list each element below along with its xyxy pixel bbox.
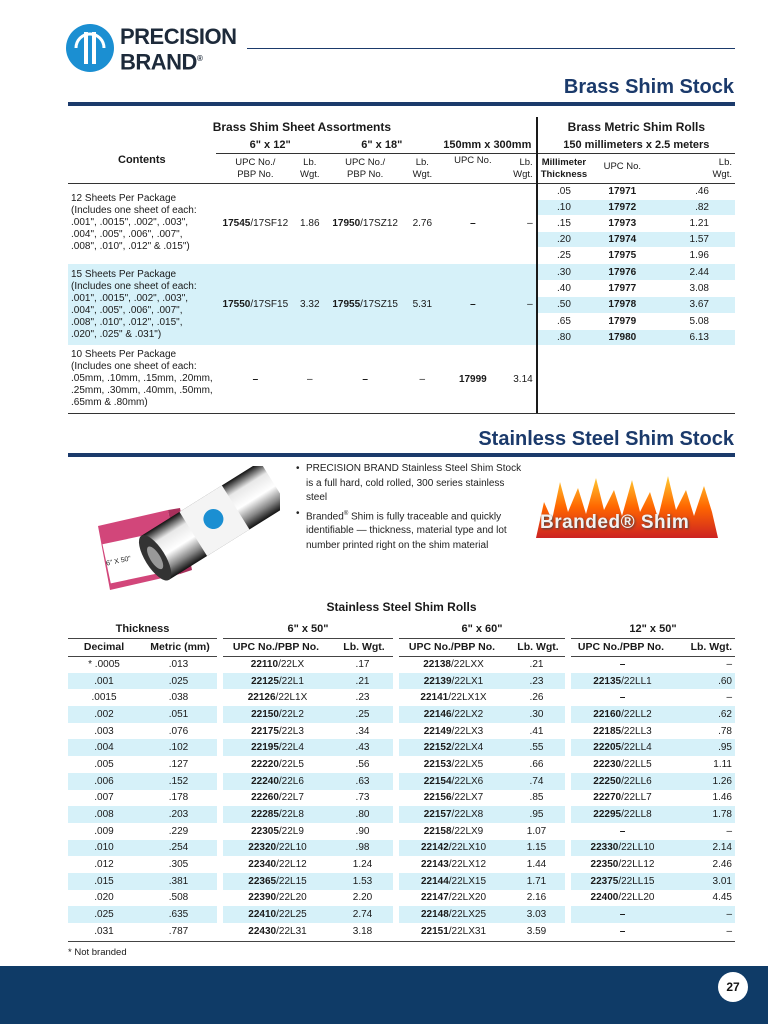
upc-6x12-cell: 17545/17SF12	[216, 183, 295, 264]
contents-line: .004", .005", .006", .007",	[71, 229, 183, 241]
stainless-rolls-title: Stainless Steel Shim Rolls	[326, 600, 477, 614]
contents-line: .05mm, .10mm, .15mm, .20mm,	[71, 373, 213, 385]
metric-cell: .051	[168, 708, 189, 720]
contents-line: 12 Sheets Per Package	[71, 193, 177, 205]
upc-6x50-cell: 22430/22L31	[220, 923, 332, 940]
upc-6x12-cell: 17550/17SF15	[216, 264, 295, 346]
metric-empty-cell	[537, 346, 590, 413]
decimal-cell: .002	[94, 708, 114, 720]
table-row	[68, 890, 735, 907]
package-label: 6" X 50"	[105, 555, 132, 568]
page-footer-bar	[0, 966, 768, 1024]
brand-line-1: PRECISION	[120, 24, 237, 49]
table-row	[68, 806, 735, 823]
precision-brand-logo	[66, 24, 246, 74]
wgt-12x50-cell: .62	[718, 708, 732, 720]
col-upc-pbp: UPC No./ PBP No.	[325, 153, 406, 183]
col-mm-thickness: Millimeter Thickness	[537, 153, 590, 183]
wgt-6x50-cell: .34	[355, 725, 370, 737]
upc-6x18-cell: 17950/17SZ12	[325, 183, 406, 264]
metric-cell: .787	[168, 925, 189, 937]
wgt-6x12-cell: 1.86	[295, 183, 325, 264]
header-rule	[247, 48, 735, 49]
table-row	[68, 689, 735, 706]
branded-shim-text: Branded® Shim	[540, 512, 690, 533]
wgt-6x60-cell: 1.07	[526, 825, 547, 837]
page-number: 27	[718, 972, 748, 1002]
upc-6x60-cell: 22151/22LX31	[396, 923, 508, 940]
size-6x60-header: 6" x 60"	[396, 621, 568, 638]
contents-cell	[68, 346, 216, 413]
decimal-cell: .008	[94, 809, 114, 821]
wgt-12x50-cell: 2.14	[712, 842, 732, 854]
contents-line: 10 Sheets Per Package	[71, 349, 177, 361]
upc-6x60-cell: 22149/22LX3	[396, 723, 508, 740]
metric-cell: .038	[168, 692, 189, 704]
upc-6x60-cell: 22152/22LX4	[396, 739, 508, 756]
upc-150-cell: –	[439, 264, 507, 346]
wgt-150-cell: 3.14	[507, 346, 537, 413]
metric-cell: .508	[168, 892, 189, 904]
upc-12x50-cell: 22375/22LL15	[568, 873, 674, 890]
metric-cell: .229	[168, 825, 189, 837]
contents-line: (Includes one sheet of each:	[71, 361, 197, 373]
size-6x12-header: 6" x 12"	[216, 137, 325, 153]
stainless-table-bottom-rule	[68, 941, 735, 942]
wgt-6x60-cell: 1.44	[526, 859, 547, 871]
decimal-cell: .006	[94, 775, 114, 787]
metric-wgt-cell: 6.13	[655, 330, 736, 346]
wgt-12x50-cell: –	[726, 692, 732, 704]
upc-6x50-cell: 22110/22LX	[220, 656, 332, 673]
decimal-cell: .031	[94, 925, 114, 937]
wgt-6x50-cell: 3.18	[352, 925, 373, 937]
wgt-6x60-cell: 1.15	[526, 842, 547, 854]
wgt-6x50-cell: 2.74	[352, 909, 373, 921]
upc-6x50-cell: 22365/22L15	[220, 873, 332, 890]
metric-mm-cell: .20	[537, 232, 590, 248]
metric-mm-cell: .40	[537, 280, 590, 296]
decimal-cell: .004	[94, 742, 114, 754]
brand-emblem-icon	[66, 24, 114, 72]
wgt-6x50-cell: .73	[355, 792, 370, 804]
col-metric-upc: UPC No.	[590, 153, 654, 183]
brand-name	[120, 26, 237, 73]
metric-wgt-cell: .82	[655, 199, 736, 215]
contents-line: (Includes one sheet of each:	[71, 205, 197, 217]
col-metric-wgt: Lb. Wgt.	[655, 153, 736, 183]
upc-6x60-cell: 22144/22LX15	[396, 873, 508, 890]
table-row	[68, 923, 735, 940]
table-row	[68, 756, 735, 773]
upc-6x50-cell: 22125/22L1	[220, 673, 332, 690]
wgt-6x50-cell: .80	[355, 809, 370, 821]
upc-12x50-cell: 22400/22LL20	[568, 890, 674, 907]
metric-wgt-cell: 3.08	[655, 280, 736, 296]
wgt-6x18-cell: 5.31	[406, 264, 439, 346]
upc-12x50-cell: 22350/22LL12	[568, 856, 674, 873]
col-upc-50: UPC No./PBP No.	[220, 638, 332, 656]
wgt-12x50-cell: 3.01	[712, 875, 732, 887]
decimal-cell: .0015	[91, 692, 117, 704]
upc-6x50-cell: 22340/22L12	[220, 856, 332, 873]
table-row	[68, 183, 735, 199]
contents-line: .001", .0015", .002", .003",	[71, 217, 189, 229]
footnote: * Not branded	[68, 947, 127, 958]
wgt-6x50-cell: .17	[355, 659, 370, 671]
metric-wgt-cell: 1.96	[655, 248, 736, 264]
contents-cell	[68, 264, 216, 346]
upc-6x60-cell: 22154/22LX6	[396, 773, 508, 790]
metric-mm-cell: .30	[537, 264, 590, 280]
upc-6x60-cell: 22139/22LX1	[396, 673, 508, 690]
upc-6x50-cell: 22390/22L20	[220, 890, 332, 907]
wgt-6x50-cell: 1.53	[352, 875, 373, 887]
col-wgt-12x50: Lb. Wgt.	[674, 638, 735, 656]
col-upc: UPC No.	[439, 153, 507, 183]
contents-line: .004", .005", .006", .007",	[71, 304, 183, 316]
metric-sub-header: 150 millimeters x 2.5 meters	[537, 137, 735, 153]
wgt-6x50-cell: 2.20	[352, 892, 373, 904]
table-row	[68, 873, 735, 890]
thickness-header: Thickness	[68, 621, 220, 638]
wgt-6x50-cell: .98	[355, 842, 370, 854]
contents-header: Contents	[68, 137, 216, 183]
metric-wgt-cell: 2.44	[655, 264, 736, 280]
brass-shim-table	[68, 117, 735, 413]
contents-line: 15 Sheets Per Package	[71, 268, 177, 280]
wgt-6x60-cell: .23	[529, 675, 544, 687]
bullet-item: • PRECISION BRAND Stainless Steel Shim Stock is a full hard, cold rolled, 300 series stainless steel	[294, 462, 524, 506]
upc-6x60-cell: 22147/22LX20	[396, 890, 508, 907]
upc-6x50-cell: 22285/22L8	[220, 806, 332, 823]
metric-upc-cell: 17972	[590, 199, 654, 215]
registered-mark: ®	[196, 54, 203, 63]
decimal-cell: * .0005	[88, 659, 120, 671]
upc-12x50-cell: –	[568, 906, 674, 923]
wgt-6x60-cell: 2.16	[526, 892, 547, 904]
metric-wgt-cell: .46	[655, 183, 736, 199]
wgt-6x60-cell: .66	[529, 758, 544, 770]
table-row	[68, 773, 735, 790]
metric-cell: .203	[168, 809, 189, 821]
wgt-6x50-cell: .43	[355, 742, 370, 754]
table-row	[68, 840, 735, 857]
wgt-12x50-cell: .95	[718, 742, 732, 754]
metric-mm-cell: .65	[537, 313, 590, 329]
upc-6x50-cell: 22175/22L3	[220, 723, 332, 740]
metric-wgt-cell: 1.21	[655, 215, 736, 231]
metric-cell: .178	[168, 792, 189, 804]
brass-title-bar	[68, 102, 735, 106]
upc-6x60-cell: 22157/22LX8	[396, 806, 508, 823]
metric-upc-cell: 17974	[590, 232, 654, 248]
wgt-6x60-cell: .55	[529, 742, 544, 754]
wgt-12x50-cell: 4.45	[712, 892, 732, 904]
wgt-6x50-cell: .90	[355, 825, 370, 837]
table-row	[68, 906, 735, 923]
upc-6x60-cell: 22142/22LX10	[396, 840, 508, 857]
col-metric: Metric (mm)	[140, 638, 220, 656]
table-row	[68, 656, 735, 673]
flame-icon	[534, 472, 720, 548]
wgt-12x50-cell: 1.11	[713, 758, 732, 770]
metric-cell: .025	[168, 675, 189, 687]
wgt-6x60-cell: 3.59	[526, 925, 547, 937]
table-row	[68, 790, 735, 807]
upc-6x50-cell: 22195/22L4	[220, 739, 332, 756]
upc-6x50-cell: 22320/22L10	[220, 840, 332, 857]
upc-12x50-cell: 22185/22LL3	[568, 723, 674, 740]
upc-6x50-cell: 22220/22L5	[220, 756, 332, 773]
upc-12x50-cell: –	[568, 656, 674, 673]
col-upc-12x50: UPC No./PBP No.	[568, 638, 674, 656]
table-row	[68, 723, 735, 740]
wgt-6x60-cell: .85	[529, 792, 544, 804]
metric-cell: .102	[168, 742, 189, 754]
wgt-6x50-cell: .25	[355, 708, 370, 720]
metric-cell: .381	[168, 875, 189, 887]
upc-6x60-cell: 22143/22LX12	[396, 856, 508, 873]
upc-6x18-cell: 17955/17SZ15	[325, 264, 406, 346]
wgt-6x50-cell: .56	[355, 758, 370, 770]
wgt-6x50-cell: .63	[355, 775, 370, 787]
size-6x50-header: 6" x 50"	[220, 621, 396, 638]
metric-wgt-cell: 3.67	[655, 297, 736, 313]
metric-cell: .635	[168, 909, 189, 921]
table-row	[68, 739, 735, 756]
upc-12x50-cell: –	[568, 923, 674, 940]
wgt-12x50-cell: .78	[718, 725, 732, 737]
size-12x50-header: 12" x 50"	[568, 621, 735, 638]
metric-upc-cell: 17977	[590, 280, 654, 296]
metric-upc-cell: 17979	[590, 313, 654, 329]
contents-line: .65mm & .80mm)	[71, 397, 148, 409]
col-wgt-60: Lb. Wgt.	[508, 638, 568, 656]
decimal-cell: .012	[94, 859, 114, 871]
wgt-6x18-cell: –	[406, 346, 439, 413]
contents-line: .008", .010", .012", .015",	[71, 316, 183, 328]
table-row	[68, 823, 735, 840]
upc-6x50-cell: 22240/22L6	[220, 773, 332, 790]
upc-6x60-cell: 22138/22LXX	[396, 656, 508, 673]
table-row	[68, 706, 735, 723]
stainless-shim-table	[68, 621, 735, 940]
metric-mm-cell: .05	[537, 183, 590, 199]
metric-wgt-cell: 1.57	[655, 232, 736, 248]
metric-cell: .152	[168, 775, 189, 787]
metric-mm-cell: .15	[537, 215, 590, 231]
col-lb-wgt: Lb. Wgt.	[295, 153, 325, 183]
table-row	[68, 673, 735, 690]
wgt-6x60-cell: .21	[529, 659, 544, 671]
metric-cell: .305	[168, 859, 189, 871]
upc-6x50-cell: 22260/22L7	[220, 790, 332, 807]
wgt-150-cell: –	[507, 183, 537, 264]
metric-cell: .076	[168, 725, 189, 737]
size-6x18-header: 6" x 18"	[325, 137, 439, 153]
wgt-6x60-cell: .41	[529, 725, 544, 737]
shim-roll-product-image	[96, 466, 280, 596]
branded-shim-logo	[534, 472, 720, 548]
contents-line: .020", .025" & .031")	[71, 328, 162, 340]
decimal-cell: .005	[94, 758, 114, 770]
upc-12x50-cell: 22230/22LL5	[568, 756, 674, 773]
wgt-12x50-cell: –	[726, 659, 732, 671]
wgt-12x50-cell: 2.46	[712, 859, 732, 871]
size-150x300-header: 150mm x 300mm	[439, 137, 537, 153]
assortments-title: Brass Shim Sheet Assortments	[212, 120, 391, 134]
upc-12x50-cell: 22250/22LL6	[568, 773, 674, 790]
wgt-12x50-cell: –	[726, 925, 732, 937]
upc-6x60-cell: 22141/22LX1X	[396, 689, 508, 706]
metric-mm-cell: .80	[537, 330, 590, 346]
wgt-6x60-cell: .74	[529, 775, 544, 787]
upc-6x60-cell: 22158/22LX9	[396, 823, 508, 840]
wgt-6x60-cell: .26	[529, 692, 544, 704]
upc-6x50-cell: 22410/22L25	[220, 906, 332, 923]
metric-cell: .127	[168, 758, 189, 770]
contents-line: (Includes one sheet of each:	[71, 280, 197, 292]
metric-upc-cell: 17975	[590, 248, 654, 264]
stainless-bullets	[294, 462, 524, 554]
brass-section-title: Brass Shim Stock	[563, 76, 734, 98]
metric-upc-cell: 17976	[590, 264, 654, 280]
contents-line: .008", .010", .012" & .015")	[71, 241, 190, 253]
upc-12x50-cell: 22270/22LL7	[568, 790, 674, 807]
metric-upc-cell: 17971	[590, 183, 654, 199]
col-wgt-50: Lb. Wgt.	[332, 638, 396, 656]
table-row	[68, 856, 735, 873]
wgt-6x12-cell: –	[295, 346, 325, 413]
wgt-6x60-cell: 1.71	[526, 875, 547, 887]
metric-upc-cell: 17980	[590, 330, 654, 346]
upc-6x60-cell: 22146/22LX2	[396, 706, 508, 723]
upc-6x50-cell: 22305/22L9	[220, 823, 332, 840]
wgt-12x50-cell: 1.46	[712, 792, 732, 804]
wgt-12x50-cell: –	[726, 909, 732, 921]
wgt-12x50-cell: 1.26	[712, 775, 732, 787]
metric-wgt-cell: 5.08	[655, 313, 736, 329]
upc-150-cell: 17999	[439, 346, 507, 413]
stainless-section-title: Stainless Steel Shim Stock	[478, 428, 734, 450]
decimal-cell: .015	[94, 875, 114, 887]
upc-12x50-cell: 22330/22LL10	[568, 840, 674, 857]
col-lb-wgt: Lb. Wgt.	[406, 153, 439, 183]
upc-6x60-cell: 22153/22LX5	[396, 756, 508, 773]
upc-12x50-cell: 22295/22LL8	[568, 806, 674, 823]
wgt-12x50-cell: –	[726, 825, 732, 837]
stainless-title-bar	[68, 453, 735, 457]
metric-rolls-title: Brass Metric Shim Rolls	[537, 117, 735, 137]
decimal-cell: .025	[94, 909, 114, 921]
metric-cell: .254	[168, 842, 189, 854]
contents-line: .001", .0015", .002", .003",	[71, 292, 189, 304]
upc-150-cell: –	[439, 183, 507, 264]
decimal-cell: .020	[94, 892, 114, 904]
wgt-6x50-cell: 1.24	[352, 859, 373, 871]
wgt-150-cell: –	[507, 264, 537, 346]
metric-mm-cell: .50	[537, 297, 590, 313]
upc-6x50-cell: 22126/22L1X	[220, 689, 332, 706]
wgt-6x18-cell: 2.76	[406, 183, 439, 264]
decimal-cell: .009	[94, 825, 114, 837]
upc-6x18-cell: –	[325, 346, 406, 413]
metric-upc-cell: 17973	[590, 215, 654, 231]
upc-6x12-cell: –	[216, 346, 295, 413]
upc-12x50-cell: 22205/22LL4	[568, 739, 674, 756]
upc-12x50-cell: –	[568, 823, 674, 840]
metric-upc-cell: 17978	[590, 297, 654, 313]
upc-6x60-cell: 22156/22LX7	[396, 790, 508, 807]
wgt-6x60-cell: .30	[529, 708, 544, 720]
col-lb-wgt: Lb. Wgt.	[507, 153, 537, 183]
col-upc-pbp: UPC No./ PBP No.	[216, 153, 295, 183]
decimal-cell: .003	[94, 725, 114, 737]
wgt-12x50-cell: 1.78	[712, 809, 732, 821]
brass-table-bottom-rule	[68, 413, 735, 414]
table-row	[68, 346, 735, 413]
wgt-6x50-cell: .23	[355, 692, 370, 704]
upc-6x50-cell: 22150/22L2	[220, 706, 332, 723]
wgt-6x60-cell: .95	[529, 809, 544, 821]
bullet-item: • Branded® Shim is fully traceable and quickly identifiable — thickness, material type and lot number printed right on the shim material	[294, 507, 524, 554]
contents-cell	[68, 183, 216, 264]
wgt-6x12-cell: 3.32	[295, 264, 325, 346]
contents-line: .25mm, .30mm, .40mm, .50mm,	[71, 385, 213, 397]
brand-line-2: BRAND	[120, 49, 197, 75]
metric-mm-cell: .25	[537, 248, 590, 264]
wgt-12x50-cell: .60	[718, 675, 732, 687]
col-decimal: Decimal	[68, 638, 140, 656]
wgt-6x60-cell: 3.03	[526, 909, 547, 921]
upc-12x50-cell: 22135/22LL1	[568, 673, 674, 690]
decimal-cell: .007	[94, 792, 114, 804]
decimal-cell: .010	[94, 842, 114, 854]
table-row	[68, 264, 735, 280]
upc-12x50-cell: –	[568, 689, 674, 706]
upc-6x60-cell: 22148/22LX25	[396, 906, 508, 923]
upc-12x50-cell: 22160/22LL2	[568, 706, 674, 723]
col-upc-60: UPC No./PBP No.	[396, 638, 508, 656]
decimal-cell: .001	[94, 675, 114, 687]
metric-mm-cell: .10	[537, 199, 590, 215]
wgt-6x50-cell: .21	[355, 675, 370, 687]
metric-cell: .013	[168, 659, 189, 671]
